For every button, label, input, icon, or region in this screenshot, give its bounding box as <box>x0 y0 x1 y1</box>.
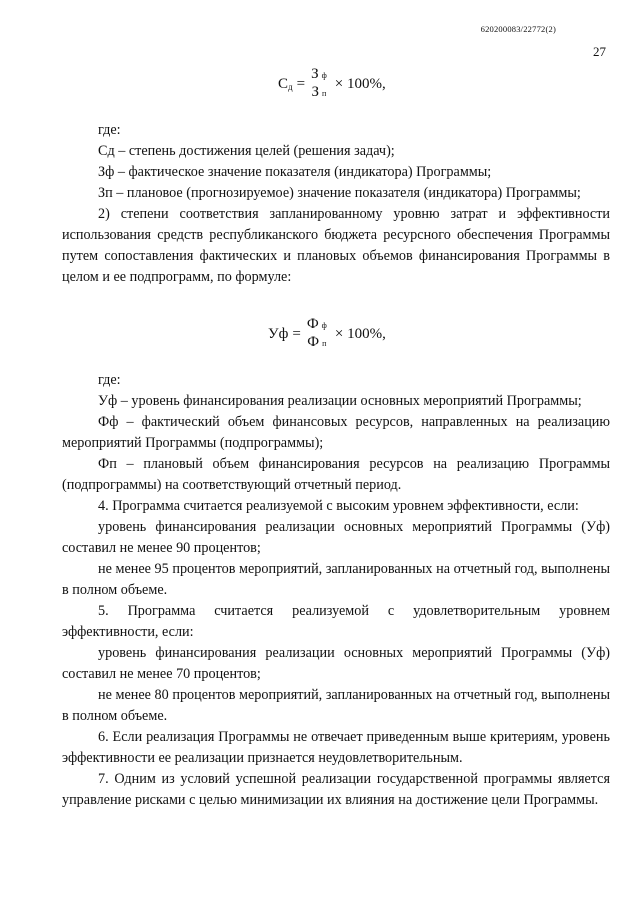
text-block-1 <box>62 120 610 288</box>
formula-denominator: Зп <box>311 84 327 100</box>
paragraph: 5. Программа считается реализуемой с удовлетворительным уровнем эффективности, если: <box>62 603 610 640</box>
paragraph: 7. Одним из условий успешной реализации государственной программы является управление рисками с целью минимизации их влияния на достижение цели Программы. <box>62 771 610 808</box>
formula-equals: = <box>296 75 306 92</box>
paragraph: 2) степени соответствия запланированному уровню затрат и эффективности использования средств республиканского бюджета ресурсного обеспечения Программы путем сопоставления фактических и плановых объемов финансирования Программы в целом и ее подпрограмм, по формуле: <box>62 206 610 285</box>
document-id: 620200083/22772(2) <box>480 24 556 34</box>
formula-multiplier: × 100%, <box>334 75 386 92</box>
paragraph: не менее 95 процентов мероприятий, запланированных на отчетный год, выполнены в полном объеме. <box>62 561 610 598</box>
paragraph: где: <box>98 122 121 138</box>
formula-numerator: Фф <box>306 316 327 332</box>
page-number: 27 <box>593 44 606 59</box>
formula-denominator: Фп <box>307 334 327 350</box>
formula-fraction <box>307 316 327 352</box>
paragraph: не менее 80 процентов мероприятий, запланированных на отчетный год, выполнены в полном объеме. <box>62 687 610 724</box>
formula-lhs: $С_д$ <box>278 75 293 92</box>
paragraph: уровень финансирования реализации основных мероприятий Программы (Уф) составил не менее 70 процентов; <box>62 645 610 682</box>
paragraph: Сд – степень достижения целей (решения задач); <box>98 143 395 159</box>
paragraph: Уф – уровень финансирования реализации основных мероприятий Программы; <box>98 393 582 409</box>
paragraph: 4. Программа считается реализуемой с высоким уровнем эффективности, если: <box>98 498 579 514</box>
formula-fraction <box>311 66 327 102</box>
paragraph: 6. Если реализация Программы не отвечает приведенным выше критериям, уровень эффективности ее реализации признается неудовлетворительным. <box>62 729 610 766</box>
formula-financing <box>268 316 386 352</box>
paragraph: Фп – плановый объем финансирования ресурсов на реализацию Программы (подпрограммы) на соответствующий отчетный период. <box>62 456 610 493</box>
formula-achievement <box>278 66 386 102</box>
paragraph: где: <box>98 372 121 388</box>
formula-numerator: Зф <box>311 66 327 82</box>
formula-lhs: Уф <box>268 325 289 342</box>
formula-equals: = <box>292 325 301 342</box>
paragraph: Фф – фактический объем финансовых ресурсов, направленных на реализацию мероприятий Программы (подпрограммы); <box>62 414 610 451</box>
text-block-2 <box>62 370 610 811</box>
paragraph: Зф – фактическое значение показателя (индикатора) Программы; <box>98 164 492 180</box>
paragraph: уровень финансирования реализации основных мероприятий Программы (Уф) составил не менее 90 процентов; <box>62 519 610 556</box>
paragraph: Зп – плановое (прогнозируемое) значение показателя (индикатора) Программы; <box>98 185 581 201</box>
formula-multiplier: × 100%, <box>334 325 386 342</box>
